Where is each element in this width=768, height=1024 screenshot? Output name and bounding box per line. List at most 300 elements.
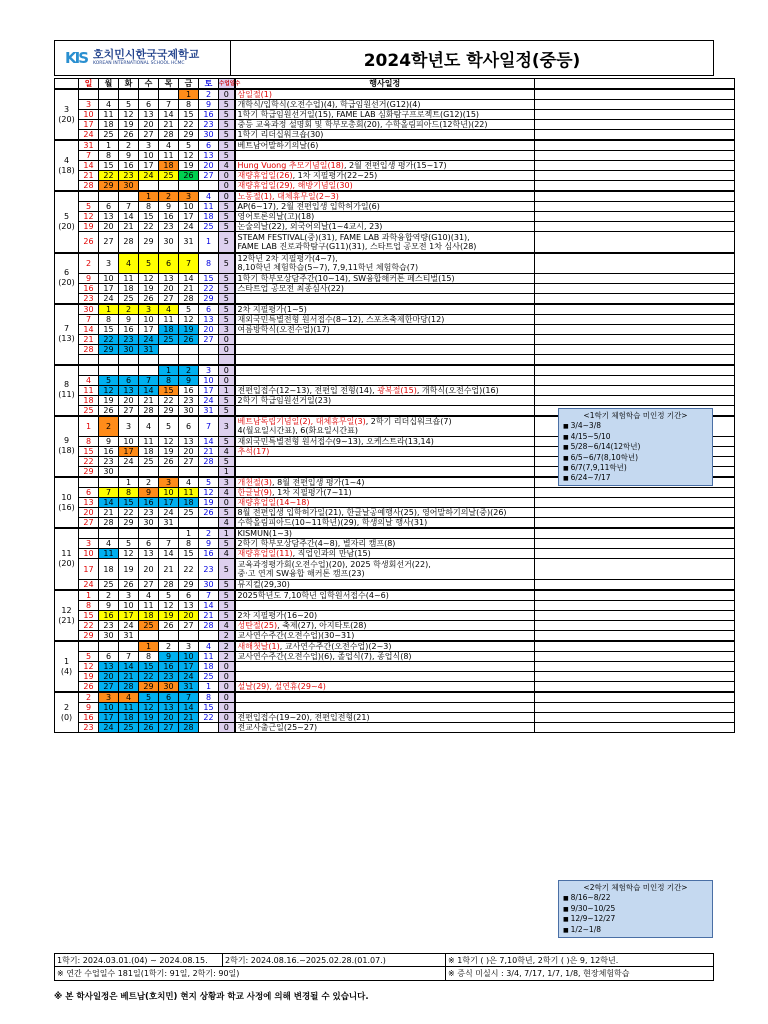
event-text: 개천절(3) bbox=[237, 478, 273, 487]
day-cell: 2 bbox=[179, 365, 199, 376]
note-cell bbox=[535, 601, 735, 611]
day-cell: 2 bbox=[199, 528, 219, 539]
month-label bbox=[55, 304, 79, 365]
day-cell: 21 bbox=[199, 447, 219, 457]
days-header: 수업일수 bbox=[219, 79, 235, 90]
school-days-count: 0 bbox=[219, 682, 235, 693]
day-cell: 5 bbox=[79, 202, 99, 212]
day-cell: 6 bbox=[99, 202, 119, 212]
sat-header: 토 bbox=[199, 79, 219, 90]
note-cell bbox=[535, 171, 735, 181]
event-text: KISMUN(1~3) bbox=[237, 529, 293, 538]
event-cell bbox=[235, 130, 535, 141]
day-cell: 29 bbox=[139, 232, 159, 253]
note-cell bbox=[535, 120, 735, 130]
day-cell: 2 bbox=[159, 191, 179, 202]
day-cell: 29 bbox=[99, 345, 119, 355]
day-cell: 7 bbox=[79, 151, 99, 161]
sem2-notice bbox=[558, 880, 713, 938]
event-text: 재외국민특별전형 원서접수(9~13), 오케스트라(13,14) bbox=[237, 437, 434, 446]
day-cell: 11 bbox=[199, 652, 219, 662]
day-cell: 20 bbox=[99, 672, 119, 682]
event-text: , 교사연수주간(오전수업)(2~3) bbox=[279, 642, 392, 651]
event-cell bbox=[235, 294, 535, 305]
day-cell: 28 bbox=[179, 294, 199, 305]
day-cell: 15 bbox=[199, 703, 219, 713]
day-cell: 20 bbox=[139, 559, 159, 580]
week-row bbox=[55, 232, 735, 253]
school-days-count: 0 bbox=[219, 171, 235, 181]
day-cell: 4 bbox=[99, 539, 119, 549]
school-days-count: 1 bbox=[219, 528, 235, 539]
day-cell: 14 bbox=[199, 437, 219, 447]
day-cell: 25 bbox=[99, 580, 119, 591]
sem1-notice-title: <1학기 체험학습 미인정 기간> bbox=[583, 411, 688, 420]
event-text: 스타트업 공모전 최종심사(22) bbox=[237, 284, 345, 293]
day-cell: 14 bbox=[79, 325, 99, 335]
school-name-en: KOREAN INTERNATIONAL SCHOOL HCMC bbox=[93, 61, 185, 67]
day-cell: 11 bbox=[99, 110, 119, 120]
day-cell: 11 bbox=[139, 437, 159, 447]
event-text: 베트남어말하기의날(6) bbox=[237, 141, 319, 150]
event-text: AP(6~17), 2월 전편입생 입학허가일(6) bbox=[237, 202, 380, 211]
event-text: FAME LAB 진로과학탐구(G11)(31), 스타트업 공모전 1차 심사(28) bbox=[237, 241, 477, 251]
week-row bbox=[55, 355, 735, 365]
school-days-count: 5 bbox=[219, 539, 235, 549]
day-cell: 10 bbox=[179, 652, 199, 662]
day-cell bbox=[79, 641, 99, 652]
school-days-count: 4 bbox=[219, 621, 235, 631]
school-days-count: 0 bbox=[219, 723, 235, 733]
day-cell: 7 bbox=[199, 416, 219, 437]
day-cell: 28 bbox=[119, 682, 139, 693]
month-number: 3 bbox=[63, 104, 70, 114]
day-cell: 6 bbox=[119, 375, 139, 385]
day-cell: 21 bbox=[179, 284, 199, 294]
day-cell: 27 bbox=[139, 130, 159, 141]
day-cell: 12 bbox=[99, 385, 119, 395]
school-name-ko: 호치민시한국국제학교 bbox=[93, 48, 200, 62]
day-cell: 11 bbox=[139, 601, 159, 611]
notes-header bbox=[535, 79, 735, 90]
day-cell: 23 bbox=[79, 723, 99, 733]
day-cell: 8 bbox=[199, 692, 219, 703]
day-cell: 24 bbox=[179, 222, 199, 232]
school-days-count: 0 bbox=[219, 335, 235, 345]
event-text: 추석(17) bbox=[237, 447, 270, 456]
day-cell: 28 bbox=[79, 181, 99, 192]
day-cell bbox=[199, 631, 219, 642]
day-cell: 19 bbox=[119, 559, 139, 580]
event-cell bbox=[235, 161, 535, 171]
day-cell: 6 bbox=[179, 416, 199, 437]
school-days-count: 5 bbox=[219, 130, 235, 141]
sem2-notice-item: ■ 8/16~8/22 bbox=[563, 893, 708, 903]
day-cell bbox=[179, 355, 199, 365]
day-cell: 16 bbox=[199, 110, 219, 120]
note-cell bbox=[535, 703, 735, 713]
day-cell: 13 bbox=[99, 662, 119, 672]
week-row bbox=[55, 528, 735, 539]
month-label bbox=[55, 140, 79, 191]
day-cell: 19 bbox=[99, 395, 119, 405]
event-cell bbox=[235, 652, 535, 662]
school-days-count: 5 bbox=[219, 140, 235, 151]
footer-note-1: ※ 1학기 ( )은 7,10학년, 2학기 ( )은 9, 12학년. bbox=[448, 955, 619, 965]
note-cell bbox=[535, 611, 735, 621]
school-days-count: 4 bbox=[219, 549, 235, 559]
day-cell: 29 bbox=[139, 682, 159, 693]
event-text: , 개학식(오전수업)(16) bbox=[416, 385, 499, 395]
day-cell: 24 bbox=[79, 130, 99, 141]
event-text: 2학기 학부모상담주간(4~8), 별자리 캠프(8) bbox=[237, 539, 396, 548]
day-cell: 28 bbox=[199, 457, 219, 467]
event-text: 뮤지컬(29,30) bbox=[237, 580, 290, 589]
event-cell bbox=[235, 171, 535, 181]
month-number: 6 bbox=[63, 268, 70, 278]
event-cell bbox=[235, 375, 535, 385]
day-cell: 30 bbox=[99, 631, 119, 642]
note-cell bbox=[535, 365, 735, 376]
day-cell: 29 bbox=[199, 294, 219, 305]
day-cell: 24 bbox=[119, 457, 139, 467]
day-cell: 24 bbox=[159, 508, 179, 518]
day-cell: 29 bbox=[79, 631, 99, 642]
day-cell: 24 bbox=[119, 621, 139, 631]
week-row bbox=[55, 130, 735, 141]
month-label bbox=[55, 692, 79, 733]
day-cell: 22 bbox=[139, 672, 159, 682]
day-cell: 11 bbox=[199, 202, 219, 212]
note-cell bbox=[535, 181, 735, 192]
event-text: 설날(29), 설연휴(29~4) bbox=[237, 682, 326, 691]
day-cell: 2 bbox=[199, 89, 219, 100]
event-cell bbox=[235, 181, 535, 192]
event-cell bbox=[235, 682, 535, 693]
week-row bbox=[55, 539, 735, 549]
day-cell: 4 bbox=[119, 253, 139, 274]
day-cell: 26 bbox=[199, 508, 219, 518]
day-cell: 8 bbox=[139, 652, 159, 662]
event-cell bbox=[235, 100, 535, 110]
day-cell: 10 bbox=[139, 151, 159, 161]
event-cell bbox=[235, 325, 535, 335]
day-cell: 3 bbox=[199, 365, 219, 376]
school-days-count: 0 bbox=[219, 703, 235, 713]
day-cell: 17 bbox=[119, 447, 139, 457]
note-cell bbox=[535, 110, 735, 120]
school-days-count: 0 bbox=[219, 89, 235, 100]
week-row bbox=[55, 89, 735, 100]
week-row bbox=[55, 590, 735, 601]
fri-header: 금 bbox=[179, 79, 199, 90]
day-cell: 30 bbox=[159, 682, 179, 693]
disclaimer: ※ 본 학사일정은 베트남(호치민) 현지 상황과 학교 사정에 의해 변경될 수 있습니다. bbox=[54, 992, 369, 1002]
week-row bbox=[55, 151, 735, 161]
week-row bbox=[55, 345, 735, 355]
day-cell: 1 bbox=[199, 682, 219, 693]
event-cell bbox=[235, 611, 535, 621]
day-cell: 5 bbox=[199, 477, 219, 488]
school-days-count: 5 bbox=[219, 294, 235, 305]
day-cell: 21 bbox=[159, 120, 179, 130]
day-cell: 7 bbox=[159, 539, 179, 549]
day-cell: 31 bbox=[159, 518, 179, 529]
day-cell: 20 bbox=[199, 325, 219, 335]
month-number: 10 bbox=[61, 492, 72, 502]
event-text: 새해첫날(1) bbox=[237, 642, 280, 651]
week-row bbox=[55, 713, 735, 723]
week-row bbox=[55, 611, 735, 621]
day-cell: 17 bbox=[99, 713, 119, 723]
day-cell: 12 bbox=[119, 110, 139, 120]
school-logo bbox=[55, 41, 231, 75]
day-cell bbox=[119, 355, 139, 365]
week-row bbox=[55, 385, 735, 395]
day-cell: 13 bbox=[139, 110, 159, 120]
event-cell bbox=[235, 89, 535, 100]
event-cell bbox=[235, 191, 535, 202]
event-text: , 8월 전편입생 평가(1~4) bbox=[272, 478, 365, 487]
day-cell: 31 bbox=[79, 140, 99, 151]
week-row bbox=[55, 161, 735, 171]
week-row bbox=[55, 100, 735, 110]
day-cell: 18 bbox=[199, 662, 219, 672]
day-cell: 26 bbox=[159, 621, 179, 631]
event-cell bbox=[235, 365, 535, 376]
day-cell bbox=[99, 365, 119, 376]
day-cell: 9 bbox=[159, 652, 179, 662]
event-cell bbox=[235, 621, 535, 631]
day-cell: 1 bbox=[179, 528, 199, 539]
day-cell bbox=[99, 641, 119, 652]
day-cell bbox=[79, 528, 99, 539]
day-cell: 4 bbox=[139, 416, 159, 437]
day-cell bbox=[199, 467, 219, 478]
day-cell: 5 bbox=[179, 140, 199, 151]
month-label bbox=[55, 365, 79, 416]
week-row bbox=[55, 253, 735, 274]
event-cell bbox=[235, 274, 535, 284]
day-cell: 28 bbox=[139, 405, 159, 416]
note-cell bbox=[535, 528, 735, 539]
day-cell: 9 bbox=[159, 202, 179, 212]
day-cell: 13 bbox=[139, 549, 159, 559]
month-label bbox=[55, 641, 79, 692]
day-cell: 5 bbox=[119, 539, 139, 549]
day-cell: 20 bbox=[159, 713, 179, 723]
day-cell: 31 bbox=[179, 232, 199, 253]
day-cell: 26 bbox=[139, 723, 159, 733]
event-text: 베트남독립기념일(2), 대체휴무일(3) bbox=[237, 417, 366, 427]
day-cell: 8 bbox=[159, 375, 179, 385]
day-cell: 31 bbox=[179, 682, 199, 693]
event-cell bbox=[235, 498, 535, 508]
day-cell: 12 bbox=[179, 151, 199, 161]
day-cell: 8 bbox=[99, 151, 119, 161]
day-cell: 25 bbox=[119, 294, 139, 305]
event-text: 12학년 2차 지필평가(4~7), bbox=[237, 254, 338, 264]
note-cell bbox=[535, 284, 735, 294]
day-cell: 4 bbox=[199, 191, 219, 202]
day-cell: 22 bbox=[199, 284, 219, 294]
day-cell: 17 bbox=[159, 498, 179, 508]
day-cell: 14 bbox=[99, 498, 119, 508]
day-cell: 6 bbox=[79, 488, 99, 498]
note-cell bbox=[535, 325, 735, 335]
day-cell: 16 bbox=[199, 549, 219, 559]
day-cell: 6 bbox=[159, 692, 179, 703]
sem2-period: 2학기: 2024.08.16.~2025.02.28.(01.07.) bbox=[223, 954, 446, 966]
day-cell: 24 bbox=[99, 294, 119, 305]
day-cell: 4 bbox=[79, 375, 99, 385]
day-cell: 10 bbox=[119, 437, 139, 447]
day-cell: 5 bbox=[119, 100, 139, 110]
note-cell bbox=[535, 682, 735, 693]
day-cell: 28 bbox=[119, 232, 139, 253]
day-cell: 8 bbox=[199, 253, 219, 274]
event-text: 교육과정평가회(오전수업)(20), 2025 학생회선거(22), bbox=[237, 560, 431, 569]
day-cell: 17 bbox=[119, 611, 139, 621]
note-cell bbox=[535, 539, 735, 549]
day-cell: 19 bbox=[159, 611, 179, 621]
event-cell bbox=[235, 151, 535, 161]
day-cell: 20 bbox=[99, 222, 119, 232]
wed-header: 수 bbox=[139, 79, 159, 90]
note-cell bbox=[535, 345, 735, 355]
note-cell bbox=[535, 590, 735, 601]
school-days-count: 5 bbox=[219, 601, 235, 611]
day-cell: 9 bbox=[139, 488, 159, 498]
day-cell: 27 bbox=[99, 682, 119, 693]
event-text: 재량휴업일(29), 해방기념일(30) bbox=[237, 181, 353, 190]
note-cell bbox=[535, 508, 735, 518]
month-number: 12 bbox=[61, 605, 72, 615]
day-cell: 1 bbox=[139, 191, 159, 202]
month-day-count: (20) bbox=[58, 278, 75, 288]
day-cell bbox=[199, 518, 219, 529]
month-label bbox=[55, 528, 79, 590]
event-cell bbox=[235, 395, 535, 405]
day-cell: 4 bbox=[99, 100, 119, 110]
note-cell bbox=[535, 140, 735, 151]
event-cell bbox=[235, 212, 535, 222]
day-cell: 24 bbox=[99, 723, 119, 733]
week-row bbox=[55, 120, 735, 130]
day-cell: 27 bbox=[199, 335, 219, 345]
day-cell bbox=[139, 467, 159, 478]
school-days-count: 5 bbox=[219, 559, 235, 580]
day-cell: 30 bbox=[199, 580, 219, 591]
day-cell bbox=[99, 191, 119, 202]
school-days-count: 2 bbox=[219, 652, 235, 662]
day-cell: 9 bbox=[199, 100, 219, 110]
day-cell bbox=[139, 89, 159, 100]
month-day-count: (18) bbox=[58, 446, 75, 456]
day-cell: 17 bbox=[79, 120, 99, 130]
day-cell: 18 bbox=[119, 713, 139, 723]
sem1-period: 1학기: 2024.03.01.(04) ~ 2024.08.15. bbox=[55, 954, 223, 966]
week-row bbox=[55, 335, 735, 345]
day-cell: 26 bbox=[99, 405, 119, 416]
month-label bbox=[55, 89, 79, 140]
note-cell bbox=[535, 518, 735, 529]
day-cell: 5 bbox=[159, 590, 179, 601]
note-cell bbox=[535, 222, 735, 232]
day-cell: 26 bbox=[139, 294, 159, 305]
day-cell: 24 bbox=[139, 171, 159, 181]
day-cell: 1 bbox=[139, 641, 159, 652]
day-cell bbox=[199, 345, 219, 355]
event-text: 중등 교육과정 설명회 및 학부모총회(20), 수학올림피아드(12학년)(22) bbox=[237, 120, 488, 129]
day-cell bbox=[159, 355, 179, 365]
event-cell bbox=[235, 590, 535, 601]
day-cell: 4 bbox=[139, 590, 159, 601]
week-row bbox=[55, 294, 735, 305]
day-cell bbox=[199, 355, 219, 365]
week-row bbox=[55, 498, 735, 508]
day-cell: 3 bbox=[179, 191, 199, 202]
week-row bbox=[55, 703, 735, 713]
day-cell: 10 bbox=[119, 601, 139, 611]
day-cell: 20 bbox=[179, 447, 199, 457]
day-cell: 11 bbox=[79, 385, 99, 395]
event-cell bbox=[235, 284, 535, 294]
event-text: 삼일절(1) bbox=[237, 90, 273, 99]
day-cell: 14 bbox=[159, 549, 179, 559]
day-cell: 7 bbox=[179, 253, 199, 274]
day-cell: 18 bbox=[79, 395, 99, 405]
day-cell: 13 bbox=[159, 703, 179, 713]
school-days-count: 3 bbox=[219, 477, 235, 488]
day-cell: 24 bbox=[139, 335, 159, 345]
school-days-count: 5 bbox=[219, 232, 235, 253]
day-cell: 16 bbox=[139, 498, 159, 508]
note-cell bbox=[535, 662, 735, 672]
day-cell: 16 bbox=[79, 713, 99, 723]
day-cell: 4 bbox=[199, 641, 219, 652]
day-cell: 25 bbox=[99, 130, 119, 141]
school-days-count: 5 bbox=[219, 395, 235, 405]
day-cell: 25 bbox=[139, 457, 159, 467]
school-days-count: 2 bbox=[219, 631, 235, 642]
day-cell: 21 bbox=[179, 713, 199, 723]
event-text: 2차 지필평가(16~20) bbox=[237, 611, 318, 620]
month-day-count: (4) bbox=[60, 666, 73, 676]
event-text: 2025학년도 7,10학년 입학원서접수(4~6) bbox=[237, 591, 389, 600]
day-cell: 22 bbox=[79, 621, 99, 631]
month-day-count: (18) bbox=[58, 165, 75, 175]
day-cell: 1 bbox=[179, 89, 199, 100]
day-cell: 29 bbox=[179, 130, 199, 141]
day-cell: 12 bbox=[179, 315, 199, 325]
sem2-notice-title: <2학기 체험학습 미인정 기간> bbox=[583, 883, 688, 892]
note-cell bbox=[535, 672, 735, 682]
day-cell: 18 bbox=[139, 611, 159, 621]
day-cell: 11 bbox=[119, 703, 139, 713]
day-cell: 10 bbox=[79, 549, 99, 559]
day-cell bbox=[179, 345, 199, 355]
day-cell: 20 bbox=[79, 508, 99, 518]
day-cell bbox=[159, 528, 179, 539]
week-row bbox=[55, 601, 735, 611]
day-cell bbox=[139, 355, 159, 365]
day-cell: 25 bbox=[179, 508, 199, 518]
day-cell: 17 bbox=[199, 385, 219, 395]
event-text: , 1차 지필평가(22~25) bbox=[292, 171, 378, 180]
day-cell: 27 bbox=[159, 294, 179, 305]
event-text: , 2학기 리더십워크숍(7) bbox=[365, 417, 452, 427]
